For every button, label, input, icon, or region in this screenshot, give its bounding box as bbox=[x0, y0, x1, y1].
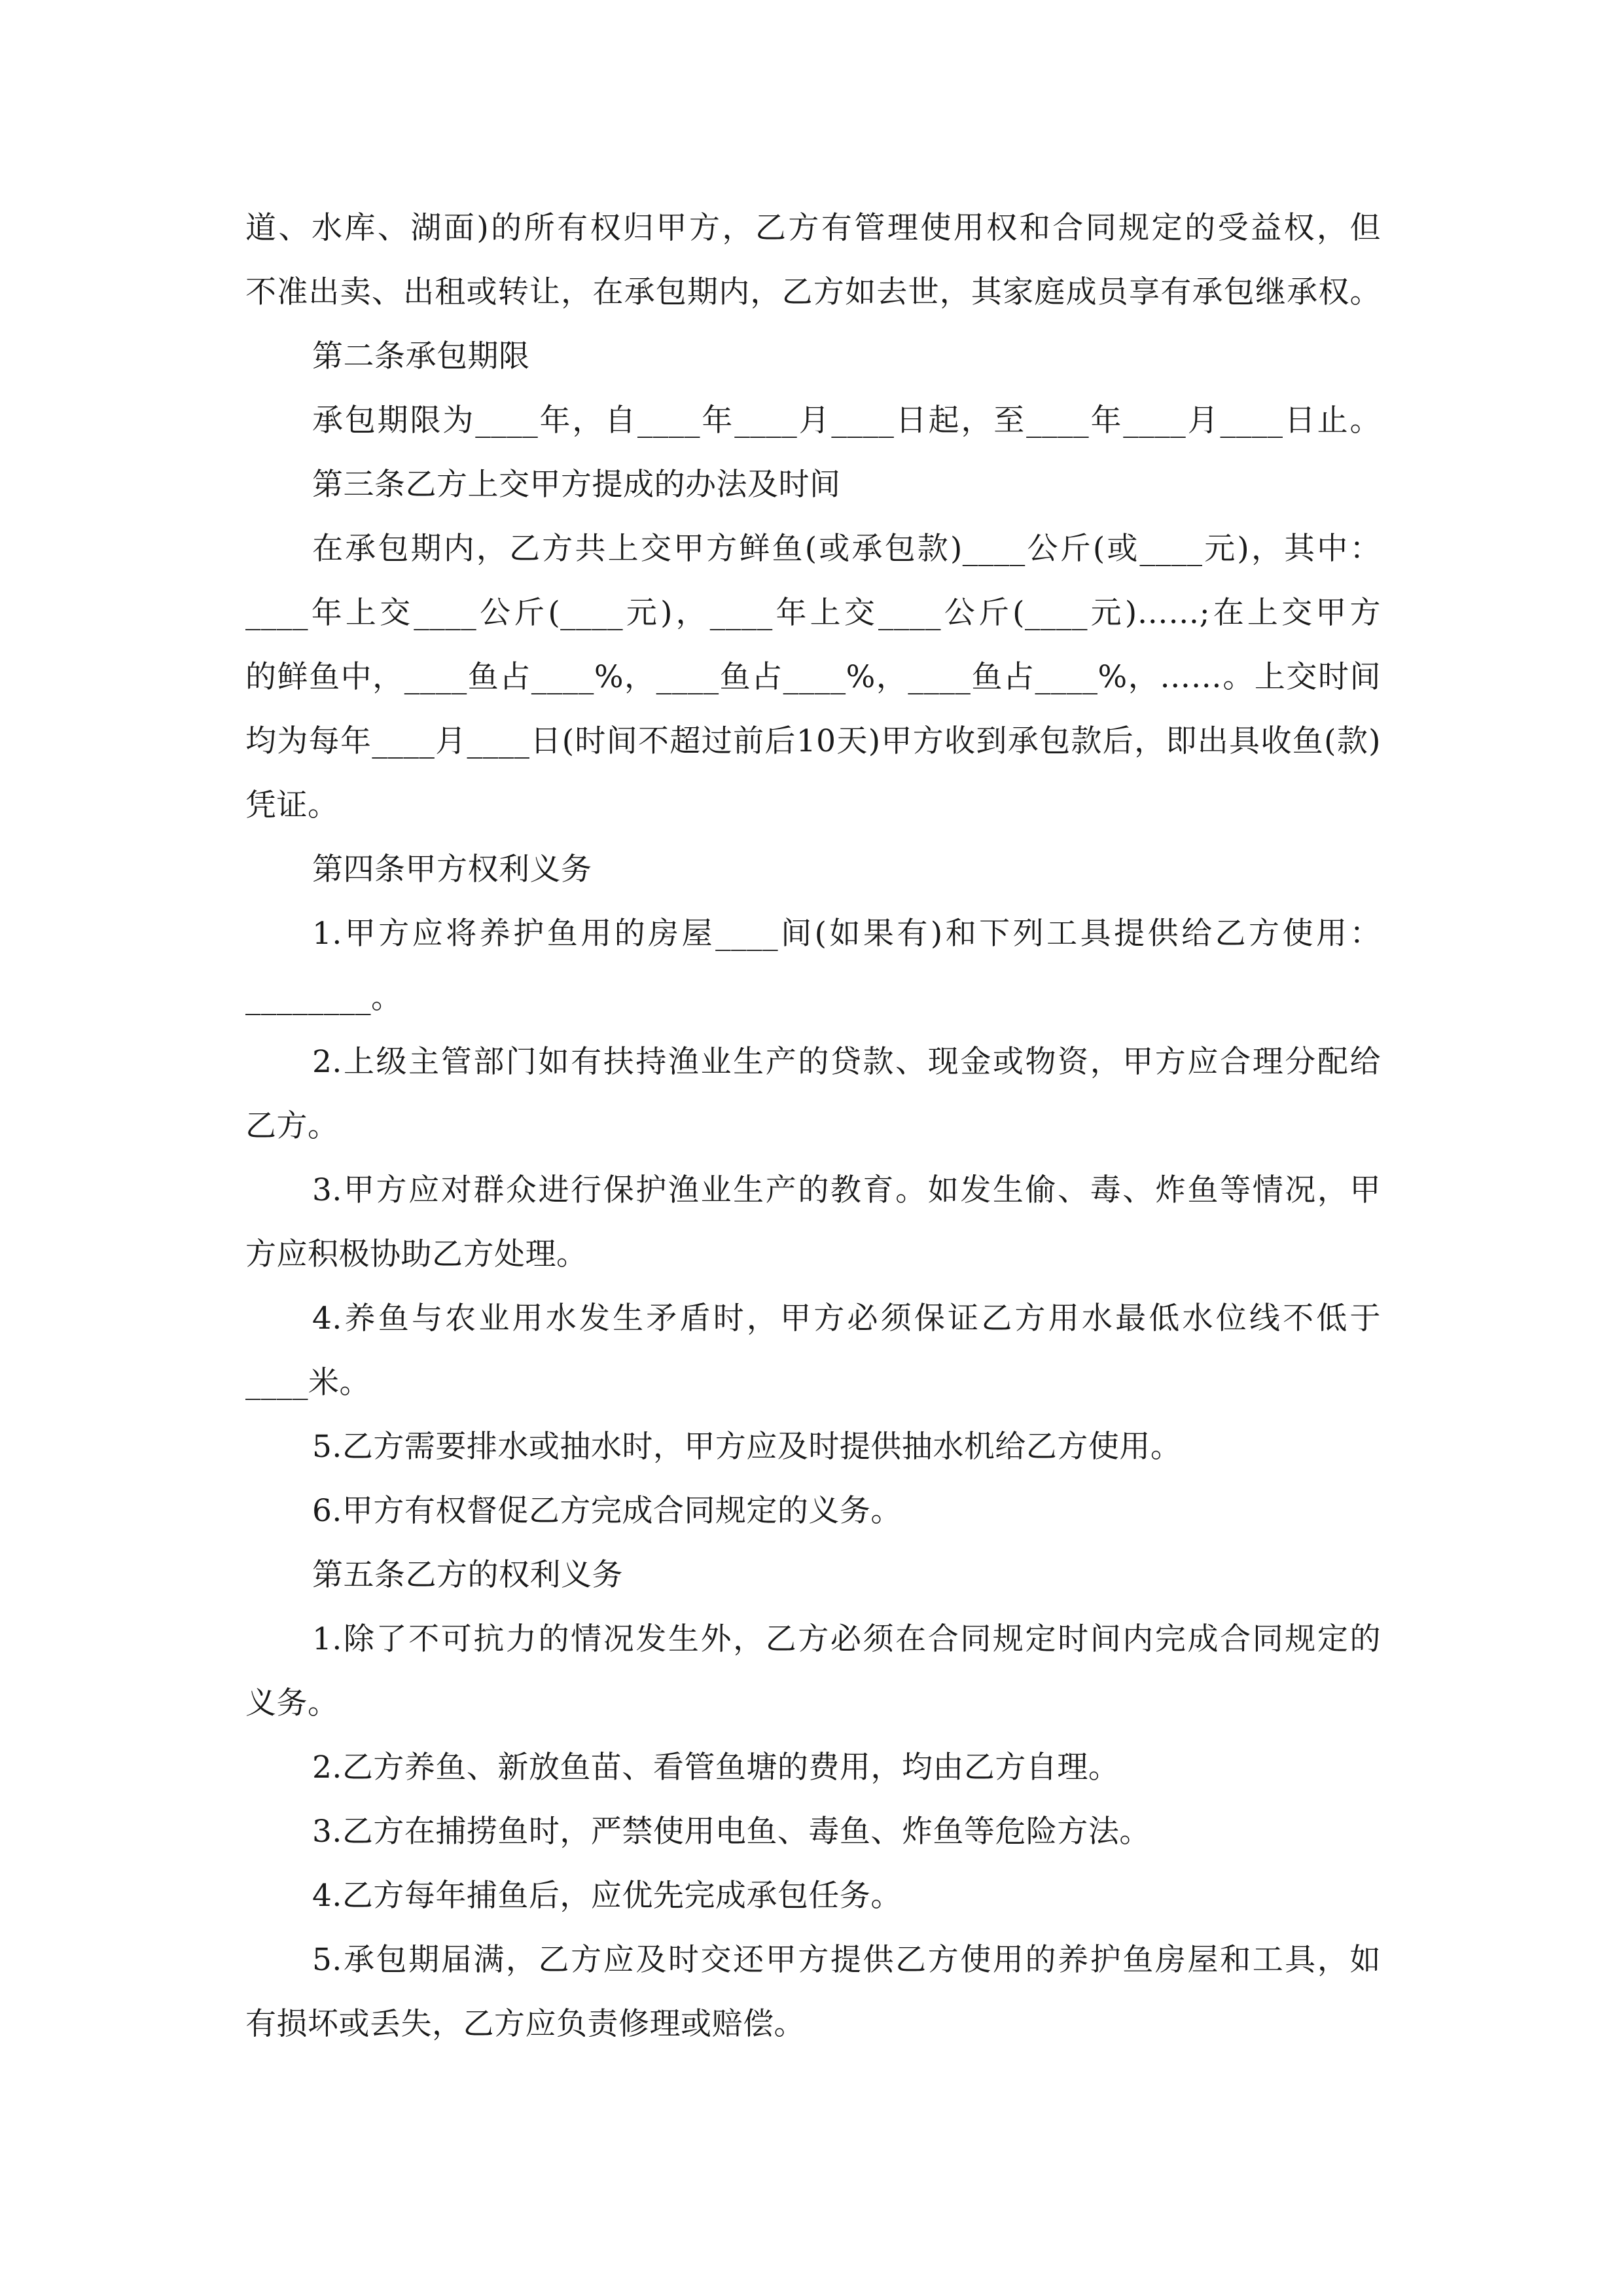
text-line: 5.乙方需要排水或抽水时，甲方应及时提供抽水机给乙方使用。 bbox=[312, 1429, 1182, 1465]
text-line: 有损坏或丢失，乙方应负责修理或赔偿。 bbox=[245, 2006, 805, 2042]
text-line: 凭证。 bbox=[245, 787, 339, 823]
text-line: 6.甲方有权督促乙方完成合同规定的义务。 bbox=[312, 1493, 902, 1529]
contract-body bbox=[245, 196, 1381, 2056]
text-line: 第五条乙方的权利义务 bbox=[312, 1557, 623, 1593]
text-line: 第二条承包期限 bbox=[312, 338, 530, 374]
text-line: 义务。 bbox=[245, 1685, 339, 1721]
text-line: 2.乙方养鱼、新放鱼苗、看管鱼塘的费用，均由乙方自理。 bbox=[312, 1749, 1120, 1785]
text-line: ________。 bbox=[245, 980, 402, 1016]
text-line: ____年上交____公斤(____元)，____年上交____公斤(____元)……;在上交甲方 bbox=[245, 595, 1381, 631]
text-line: 的鲜鱼中，____鱼占____%，____鱼占____%，____鱼占____%，……。上交时间 bbox=[245, 659, 1381, 695]
text-line: 第四条甲方权利义务 bbox=[312, 852, 592, 888]
text-line: 均为每年____月____日(时间不超过前后10天)甲方收到承包款后，即出具收鱼(款) bbox=[245, 723, 1381, 759]
text-line: 乙方。 bbox=[245, 1108, 339, 1144]
text-line: 4.养鱼与农业用水发生矛盾时，甲方必须保证乙方用水最低水位线不低于 bbox=[312, 1300, 1381, 1336]
text-line: 4.乙方每年捕鱼后，应优先完成承包任务。 bbox=[312, 1878, 902, 1914]
text-line: 承包期限为____年，自____年____月____日起，至____年____月____日止。 bbox=[312, 403, 1381, 439]
text-line: 3.乙方在捕捞鱼时，严禁使用电鱼、毒鱼、炸鱼等危险方法。 bbox=[312, 1814, 1150, 1850]
text-line: 2.上级主管部门如有扶持渔业生产的贷款、现金或物资，甲方应合理分配给 bbox=[312, 1044, 1381, 1080]
text-line: ____米。 bbox=[245, 1365, 370, 1401]
text-line: 道、水库、湖面)的所有权归甲方，乙方有管理使用权和合同规定的受益权，但 bbox=[245, 210, 1381, 246]
text-line: 3.甲方应对群众进行保护渔业生产的教育。如发生偷、毒、炸鱼等情况，甲 bbox=[312, 1172, 1381, 1208]
text-line: 方应积极协助乙方处理。 bbox=[245, 1236, 588, 1272]
text-line: 第三条乙方上交甲方提成的办法及时间 bbox=[312, 467, 841, 503]
text-line: 1.甲方应将养护鱼用的房屋____间(如果有)和下列工具提供给乙方使用： bbox=[312, 916, 1381, 952]
text-line: 不准出卖、出租或转让，在承包期内，乙方如去世，其家庭成员享有承包继承权。 bbox=[245, 274, 1381, 310]
text-line: 1.除了不可抗力的情况发生外，乙方必须在合同规定时间内完成合同规定的 bbox=[312, 1621, 1381, 1657]
text-line: 5.承包期届满，乙方应及时交还甲方提供乙方使用的养护鱼房屋和工具，如 bbox=[312, 1942, 1381, 1978]
text-line: 在承包期内，乙方共上交甲方鲜鱼(或承包款)____公斤(或____元)，其中： bbox=[312, 531, 1381, 567]
